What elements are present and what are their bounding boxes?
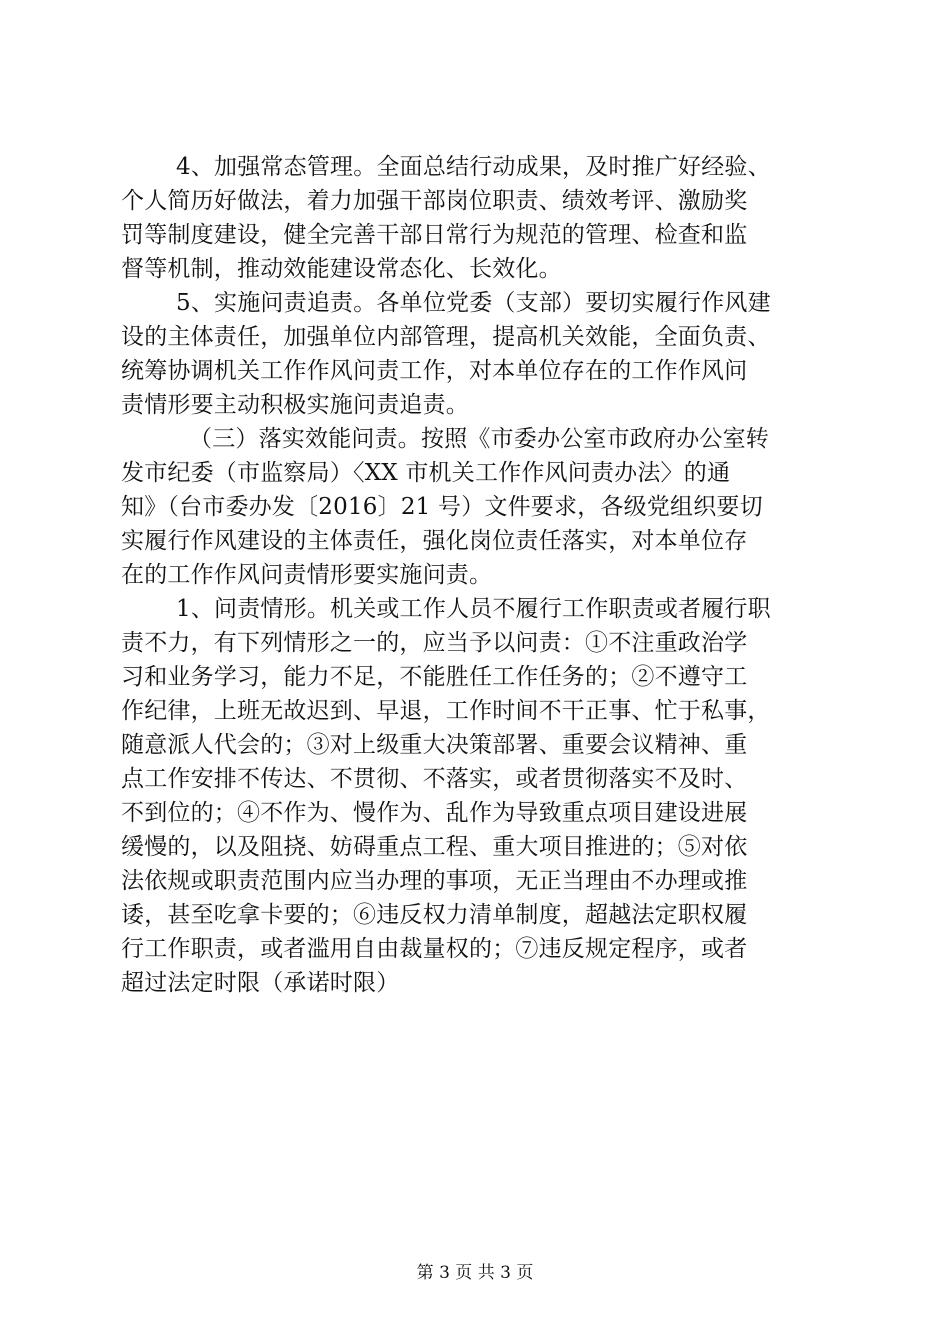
paragraph-line: 实履行作风建设的主体责任，强化岗位责任落实，对本单位存 [121, 528, 748, 554]
paragraph-line: 督等机制，推动效能建设常态化、长效化。 [121, 256, 562, 282]
paragraph-line: 罚等制度建设，健全完善干部日常行为规范的管理、检查和监 [121, 222, 748, 248]
paragraph-line: 1、问责情形。机关或工作人员不履行工作职责或者履行职 [176, 596, 771, 622]
paragraph-line: 缓慢的，以及阻挠、妨碍重点工程、重大项目推进的；⑤对依 [121, 834, 748, 860]
paragraph-line: 作纪律，上班无故迟到、早退，工作时间不干正事、忙于私事， [121, 698, 771, 724]
paragraph-line: 统筹协调机关工作作风问责工作，对本单位存在的工作作风问 [121, 358, 748, 384]
paragraph-line: 设的主体责任，加强单位内部管理，提高机关效能，全面负责、 [121, 324, 771, 350]
paragraph-line: 发市纪委（市监察局）〈XX 市机关工作作风问责办法〉的通 [121, 460, 731, 486]
paragraph-line: 诿，甚至吃拿卡要的；⑥违反权力清单制度，超越法定职权履 [121, 902, 748, 928]
paragraph-line: 责不力，有下列情形之一的，应当予以问责：①不注重政治学 [121, 630, 748, 656]
paragraph-line: 行工作职责，或者滥用自由裁量权的；⑦违反规定程序，或者 [121, 936, 748, 962]
paragraph-line: 超过法定时限（承诺时限） [121, 970, 400, 996]
paragraph-line: 法依规或职责范围内应当办理的事项，无正当理由不办理或推 [121, 868, 748, 894]
paragraph-line: 知》（台市委办发〔2016〕21 号）文件要求，各级党组织要切 [121, 494, 763, 520]
paragraph-line: 4、加强常态管理。全面总结行动成果，及时推广好经验、 [176, 154, 771, 180]
page-footer: 第 3 页 共 3 页 [416, 1263, 534, 1283]
paragraph-line: 在的工作作风问责情形要实施问责。 [121, 562, 493, 588]
paragraph-line: （三）落实效能问责。按照《市委办公室市政府办公室转 [189, 426, 769, 452]
document-body [121, 150, 861, 1000]
paragraph-line: 责情形要主动积极实施问责追责。 [121, 392, 469, 418]
paragraph-line: 个人简历好做法，着力加强干部岗位职责、绩效考评、激励奖 [121, 188, 748, 214]
paragraph-line: 随意派人代会的；③对上级重大决策部署、重要会议精神、重 [121, 732, 748, 758]
paragraph-line: 5、实施问责追责。各单位党委（支部）要切实履行作风建 [176, 290, 771, 316]
paragraph-line: 点工作安排不传达、不贯彻、不落实，或者贯彻落实不及时、 [121, 766, 748, 792]
paragraph-line: 不到位的；④不作为、慢作为、乱作为导致重点项目建设进展 [121, 800, 748, 826]
paragraph-line: 习和业务学习，能力不足，不能胜任工作任务的；②不遵守工 [121, 664, 748, 690]
